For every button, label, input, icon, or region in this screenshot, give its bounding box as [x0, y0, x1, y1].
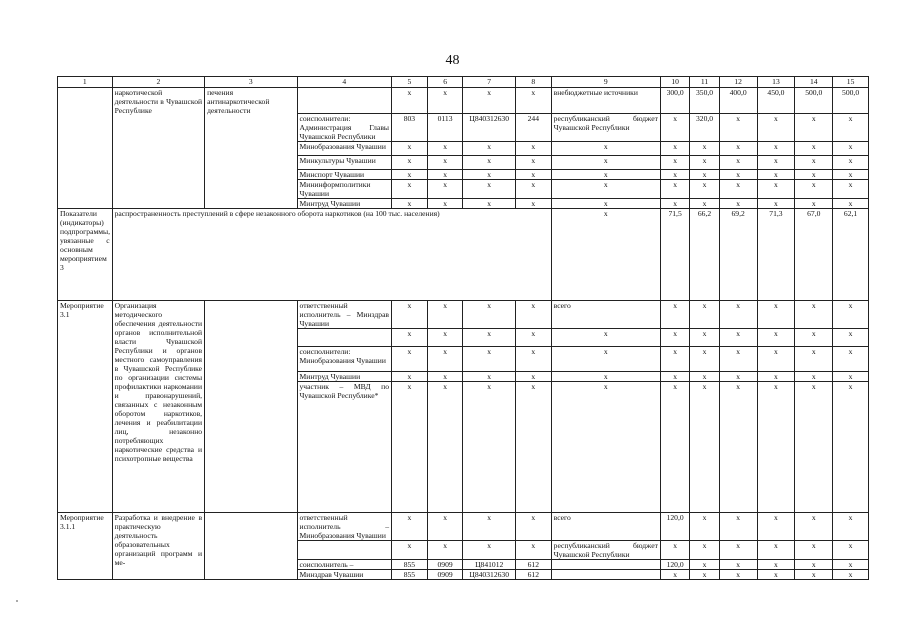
value-cell: 350,0 [690, 88, 719, 114]
value-cell: x [660, 142, 689, 156]
value-cell: x [795, 347, 833, 372]
value-cell: x [690, 347, 719, 372]
table-row [58, 301, 869, 329]
code-cell: x [463, 541, 516, 560]
table-row [58, 513, 869, 541]
executor-cell: соисполнители: Минобразования Чувашии [297, 347, 392, 372]
code-cell: x [463, 347, 516, 372]
value-cell: x [660, 347, 689, 372]
value-cell: x [690, 199, 719, 209]
code-cell: x [515, 156, 551, 170]
value-cell: 71,3 [757, 209, 795, 301]
executor-cell: участник – МВД по Чувашской Республике* [297, 382, 392, 513]
col-header: 5 [392, 77, 428, 88]
value-cell: x [833, 170, 869, 180]
source-cell: x [551, 209, 660, 301]
value-cell: x [833, 199, 869, 209]
value-cell: x [719, 382, 757, 513]
executor-cell: Минтруд Чувашии [297, 372, 392, 382]
value-cell: x [719, 114, 757, 142]
value-cell: x [833, 156, 869, 170]
code-cell: x [427, 180, 463, 199]
col-header: 9 [551, 77, 660, 88]
value-cell: x [660, 329, 689, 347]
executor-cell: Минздрав Чувашии [297, 570, 392, 580]
executor-cell [297, 541, 392, 560]
value-cell: x [690, 560, 719, 570]
col-header: 13 [757, 77, 795, 88]
value-cell: 300,0 [660, 88, 689, 114]
value-cell: x [757, 199, 795, 209]
code-cell: x [392, 329, 428, 347]
code-cell: x [515, 88, 551, 114]
value-cell: x [795, 560, 833, 570]
code-cell: Ц840312630 [463, 114, 516, 142]
value-cell: x [690, 513, 719, 541]
value-cell: 120,0 [660, 513, 689, 541]
code-cell: x [515, 382, 551, 513]
code-cell: Ц841012 [463, 560, 516, 570]
col-header: 6 [427, 77, 463, 88]
value-cell: 500,0 [833, 88, 869, 114]
code-cell: 612 [515, 560, 551, 570]
value-cell: x [795, 199, 833, 209]
source-cell: x [551, 156, 660, 170]
code-cell: x [515, 347, 551, 372]
value-cell: x [719, 513, 757, 541]
code-cell: x [392, 199, 428, 209]
value-cell: x [660, 170, 689, 180]
code-cell: x [463, 88, 516, 114]
code-cell: x [392, 156, 428, 170]
code-cell: x [427, 170, 463, 180]
value-cell: 320,0 [690, 114, 719, 142]
value-cell: x [690, 541, 719, 560]
value-cell: x [833, 347, 869, 372]
value-cell: x [757, 347, 795, 372]
value-cell: x [719, 142, 757, 156]
measure-3-1-block [58, 301, 869, 513]
code-cell: x [427, 199, 463, 209]
value-cell: x [660, 570, 689, 580]
code-cell: x [392, 382, 428, 513]
col-header: 15 [833, 77, 869, 88]
col-header: 11 [690, 77, 719, 88]
value-cell: x [719, 541, 757, 560]
code-cell: x [392, 541, 428, 560]
col-header: 12 [719, 77, 757, 88]
executor-cell: Минобразования Чувашии [297, 142, 392, 156]
code-cell: x [515, 170, 551, 180]
value-cell: x [833, 560, 869, 570]
source-cell [551, 560, 660, 570]
code-cell: x [515, 513, 551, 541]
code-cell: x [515, 372, 551, 382]
value-cell: x [757, 156, 795, 170]
goal-cell [205, 513, 297, 580]
code-cell: x [427, 347, 463, 372]
executor-cell [297, 88, 392, 114]
value-cell: 66,2 [690, 209, 719, 301]
executor-cell: Минкультуры Чувашии [297, 156, 392, 170]
executor-cell: Минспорт Чувашии [297, 170, 392, 180]
value-cell: x [795, 541, 833, 560]
code-cell: 612 [515, 570, 551, 580]
value-cell: x [795, 513, 833, 541]
value-cell: x [719, 560, 757, 570]
col-header: 2 [112, 77, 204, 88]
value-cell: x [833, 329, 869, 347]
value-cell: x [795, 156, 833, 170]
code-cell: x [392, 513, 428, 541]
executor-cell: соисполнители: Администрация Главы Чувашской Республики [297, 114, 392, 142]
executor-cell: ответственный исполнитель – Минздрав Чувашии [297, 301, 392, 329]
source-cell [551, 570, 660, 580]
code-cell: x [515, 329, 551, 347]
source-cell: республиканский бюджет Чувашской Республики [551, 541, 660, 560]
value-cell: x [757, 180, 795, 199]
code-cell: x [463, 513, 516, 541]
code-cell: Ц840312630 [463, 570, 516, 580]
value-cell: x [833, 382, 869, 513]
value-cell: x [757, 570, 795, 580]
value-cell: x [795, 142, 833, 156]
value-cell: x [757, 372, 795, 382]
code-cell: x [392, 170, 428, 180]
value-cell: x [757, 170, 795, 180]
value-cell: x [690, 170, 719, 180]
code-cell: 0909 [427, 570, 463, 580]
col-header: 8 [515, 77, 551, 88]
value-cell: x [690, 372, 719, 382]
value-cell: x [690, 329, 719, 347]
code-cell: x [515, 142, 551, 156]
value-cell: x [690, 570, 719, 580]
value-cell: x [690, 382, 719, 513]
col-header: 4 [297, 77, 392, 88]
code-cell: x [463, 199, 516, 209]
value-cell: 450,0 [757, 88, 795, 114]
value-cell: x [660, 114, 689, 142]
executor-cell: Мининформполитики Чувашии [297, 180, 392, 199]
col-header: 1 [58, 77, 113, 88]
value-cell: x [719, 570, 757, 580]
code-cell: 244 [515, 114, 551, 142]
value-cell: x [795, 329, 833, 347]
measure-name-cell: наркотической деятельности в Чувашской Республике [112, 88, 204, 209]
code-cell: x [427, 541, 463, 560]
value-cell: x [719, 170, 757, 180]
scan-artifact [16, 600, 18, 602]
value-cell: 62,1 [833, 209, 869, 301]
code-cell: 0113 [427, 114, 463, 142]
row-label-cell: Показатели (индикаторы) подпрограммы, увязанные с основным мероприятием 3 [58, 209, 113, 301]
value-cell: x [660, 156, 689, 170]
value-cell: x [833, 513, 869, 541]
value-cell: x [660, 199, 689, 209]
code-cell: x [463, 372, 516, 382]
col-header: 10 [660, 77, 689, 88]
measure-name-cell: Разработка и внедрение в практическую деятельность образовательных организаций программ и ме- [112, 513, 204, 580]
value-cell: x [660, 301, 689, 329]
code-cell: 0909 [427, 560, 463, 570]
value-cell: x [795, 170, 833, 180]
value-cell: x [757, 142, 795, 156]
row-label-cell: Мероприятие 3.1 [58, 301, 113, 513]
value-cell: x [833, 372, 869, 382]
code-cell: x [463, 301, 516, 329]
value-cell: 67,0 [795, 209, 833, 301]
indicators-block [58, 209, 869, 301]
value-cell: x [795, 570, 833, 580]
code-cell: x [392, 372, 428, 382]
header-row [58, 77, 869, 88]
code-cell: x [392, 301, 428, 329]
value-cell: x [660, 372, 689, 382]
value-cell: 71,5 [660, 209, 689, 301]
source-cell: всего [551, 513, 660, 541]
code-cell: x [463, 142, 516, 156]
source-cell: x [551, 170, 660, 180]
value-cell: x [795, 114, 833, 142]
value-cell: x [690, 180, 719, 199]
value-cell: x [690, 142, 719, 156]
code-cell: x [463, 329, 516, 347]
value-cell: x [719, 156, 757, 170]
value-cell: x [757, 513, 795, 541]
value-cell: x [795, 372, 833, 382]
code-cell: x [515, 180, 551, 199]
value-cell: 500,0 [795, 88, 833, 114]
value-cell: x [757, 114, 795, 142]
value-cell: x [690, 156, 719, 170]
table-row [58, 88, 869, 114]
col-header: 7 [463, 77, 516, 88]
value-cell: 400,0 [719, 88, 757, 114]
indicator-text-cell: распространенность преступлений в сфере незаконного оборота наркотиков (на 100 тыс. населения) [112, 209, 551, 301]
source-cell: x [551, 347, 660, 372]
value-cell: x [757, 329, 795, 347]
code-cell: x [392, 142, 428, 156]
value-cell: x [795, 180, 833, 199]
value-cell: x [719, 301, 757, 329]
code-cell: x [515, 301, 551, 329]
budget-table [57, 76, 869, 580]
code-cell: x [427, 156, 463, 170]
value-cell: x [660, 180, 689, 199]
goal-cell: печения антинаркотической деятельности [205, 88, 297, 209]
code-cell: x [515, 541, 551, 560]
measure-name-cell: Организация методического обеспечения деятельности органов исполнительной власти Чувашской Республики и органов местного самоуправления в Чувашской Республике по организации системы профилактики наркомании и правонарушений, связанных с незаконным оборотом наркотиков, лечения и реабилитации лиц, незаконно потребляющих наркотические средства и психотропные вещества [112, 301, 204, 513]
source-cell: всего [551, 301, 660, 329]
value-cell: x [795, 382, 833, 513]
block-1 [58, 88, 869, 209]
col-header: 14 [795, 77, 833, 88]
value-cell: x [757, 560, 795, 570]
code-cell: x [392, 88, 428, 114]
goal-cell [205, 301, 297, 513]
code-cell: x [392, 180, 428, 199]
value-cell: x [757, 541, 795, 560]
code-cell: x [515, 199, 551, 209]
code-cell: x [463, 180, 516, 199]
executor-cell [297, 329, 392, 347]
source-cell: x [551, 382, 660, 513]
value-cell: 69,2 [719, 209, 757, 301]
value-cell: x [690, 301, 719, 329]
source-cell: x [551, 329, 660, 347]
table-row [58, 209, 869, 301]
code-cell: 803 [392, 114, 428, 142]
code-cell: x [427, 382, 463, 513]
value-cell: x [660, 541, 689, 560]
code-cell: x [392, 347, 428, 372]
value-cell: x [719, 180, 757, 199]
source-cell: внебюджетные источники [551, 88, 660, 114]
measure-3-1-1-block [58, 513, 869, 580]
value-cell: x [757, 301, 795, 329]
value-cell: x [833, 301, 869, 329]
source-cell: республиканский бюджет Чувашской Республики [551, 114, 660, 142]
value-cell: x [833, 541, 869, 560]
source-cell: x [551, 142, 660, 156]
code-cell: x [427, 372, 463, 382]
code-cell: x [427, 301, 463, 329]
value-cell: x [795, 301, 833, 329]
page-number: 48 [445, 53, 460, 68]
value-cell: 120,0 [660, 560, 689, 570]
value-cell: x [719, 347, 757, 372]
code-cell: x [427, 142, 463, 156]
code-cell: x [427, 513, 463, 541]
value-cell: x [833, 114, 869, 142]
executor-cell: соисполнитель – [297, 560, 392, 570]
row-label-cell [58, 88, 113, 209]
source-cell: x [551, 180, 660, 199]
col-header: 3 [205, 77, 297, 88]
value-cell: x [833, 570, 869, 580]
row-label-cell: Мероприятие 3.1.1 [58, 513, 113, 580]
value-cell: x [719, 199, 757, 209]
code-cell: x [463, 156, 516, 170]
source-cell: x [551, 199, 660, 209]
code-cell: x [427, 88, 463, 114]
executor-cell: ответственный исполнитель – Минобразования Чувашии [297, 513, 392, 541]
code-cell: x [463, 382, 516, 513]
code-cell: x [463, 170, 516, 180]
code-cell: 855 [392, 570, 428, 580]
code-cell: x [427, 329, 463, 347]
value-cell: x [833, 142, 869, 156]
source-cell: x [551, 372, 660, 382]
executor-cell: Минтруд Чувашии [297, 199, 392, 209]
code-cell: 855 [392, 560, 428, 570]
value-cell: x [719, 372, 757, 382]
value-cell: x [719, 329, 757, 347]
value-cell: x [833, 180, 869, 199]
value-cell: x [757, 382, 795, 513]
value-cell: x [660, 382, 689, 513]
